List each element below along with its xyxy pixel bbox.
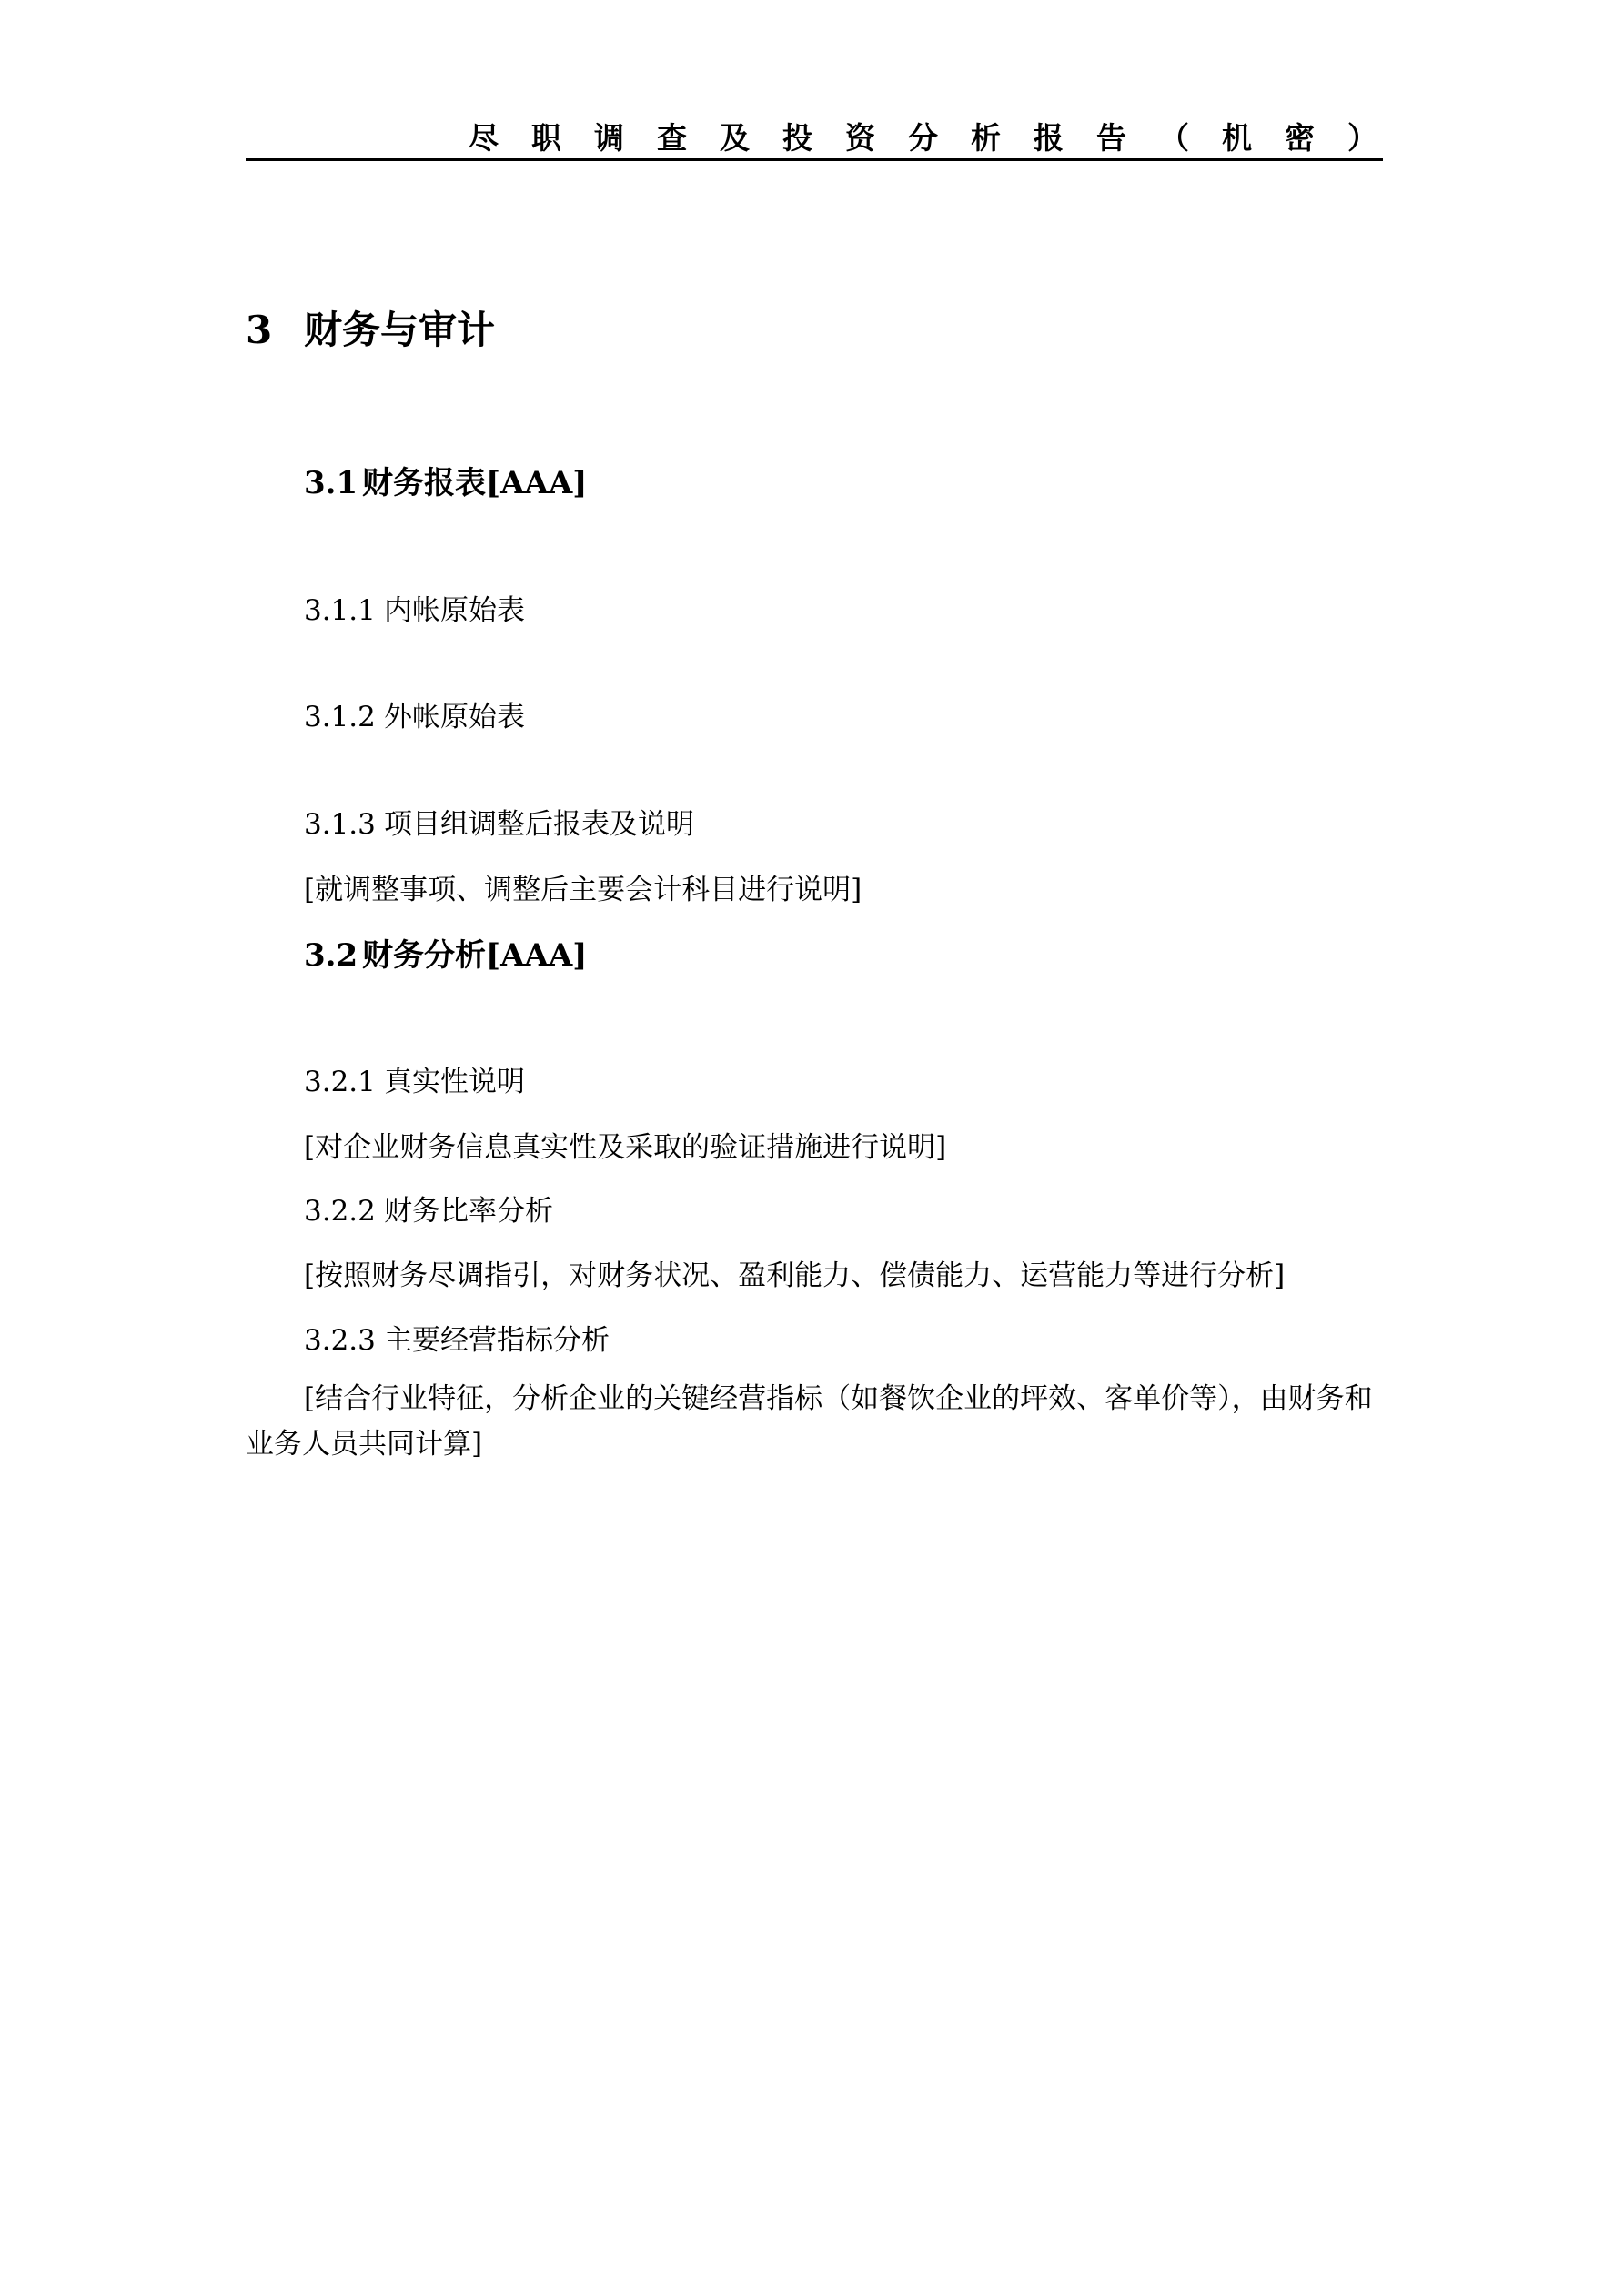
item-number: 3.2.2	[304, 1195, 376, 1228]
subsection-number: 3.1	[304, 465, 358, 501]
item-heading	[304, 1188, 553, 1229]
item-note: [就调整事项、调整后主要会计科目进行说明]	[304, 874, 862, 906]
page-header	[246, 107, 1410, 161]
item-number: 3.1.3	[304, 808, 376, 841]
item-note: [按照财务尽调指引，对财务状况、盈利能力、偿债能力、运营能力等进行分析]	[304, 1259, 1286, 1292]
subsection-title: 财务报表[AAA]	[362, 465, 588, 501]
item-title: 财务比率分析	[384, 1195, 553, 1228]
item-note: [结合行业特征，分析企业的关键经营指标（如餐饮企业的坪效、客单价等），由财务和业务人员共同计算]	[246, 1382, 1373, 1461]
item-number: 3.1.1	[304, 594, 376, 627]
item-heading	[304, 587, 525, 628]
item-heading	[304, 801, 694, 842]
subsection-heading	[304, 930, 587, 975]
subsection-number: 3.2	[304, 937, 358, 974]
item-title: 主要经营指标分析	[384, 1324, 610, 1357]
item-heading	[304, 1058, 525, 1099]
section-title: 财务与审计	[304, 308, 496, 352]
header-title: 尽职调查及投资分析报告（机密）	[469, 120, 1410, 156]
subsection-title: 财务分析[AAA]	[362, 937, 588, 974]
item-number: 3.1.2	[304, 701, 376, 733]
item-number: 3.2.1	[304, 1066, 376, 1098]
item-title: 项目组调整后报表及说明	[384, 808, 694, 841]
subsection-heading	[304, 458, 587, 502]
section-heading	[246, 300, 495, 355]
section-number: 3	[246, 308, 273, 352]
item-title: 真实性说明	[384, 1066, 525, 1098]
item-heading	[304, 693, 525, 734]
item-title: 外帐原始表	[384, 701, 525, 733]
item-heading	[304, 1317, 610, 1358]
item-number: 3.2.3	[304, 1324, 376, 1357]
item-title: 内帐原始表	[384, 594, 525, 627]
item-note: [对企业财务信息真实性及采取的验证措施进行说明]	[304, 1131, 947, 1164]
